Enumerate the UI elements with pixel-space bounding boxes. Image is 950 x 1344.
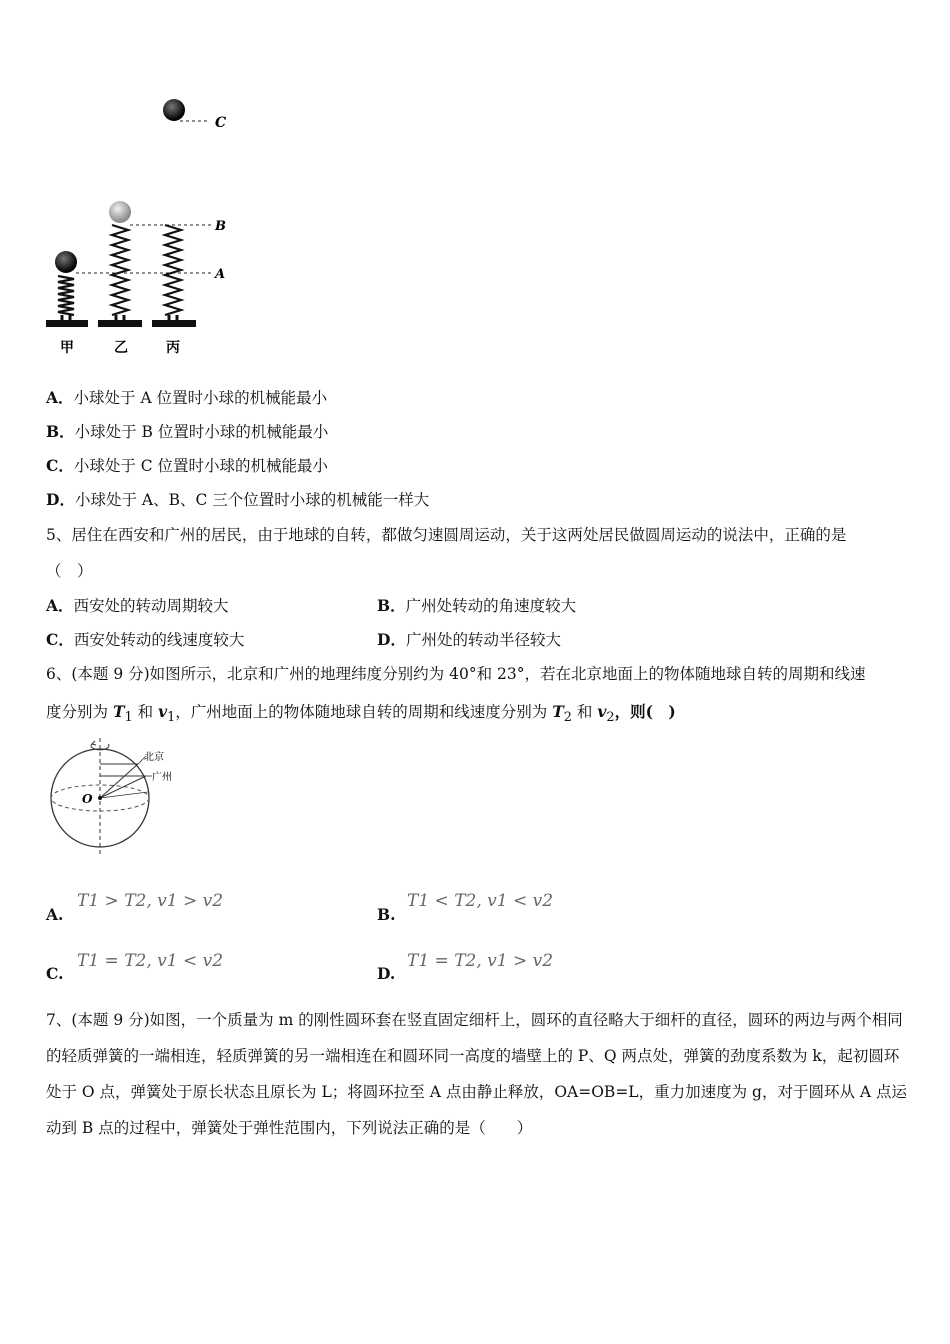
label-b: B [215, 219, 226, 234]
q6-option-c-formula: T1 = T2, v1 < v2 [77, 951, 224, 971]
spring-yi [112, 225, 128, 315]
label-guangzhou: 广州 [152, 772, 172, 783]
label-bing: 丙 [166, 340, 180, 356]
q4-option-d: D．小球处于 A、B、C 三个位置时小球的机械能一样大 [46, 490, 430, 509]
label-yi: 乙 [114, 340, 128, 356]
q6-option-d-key: D. [377, 964, 396, 983]
q4-option-c: C．小球处于 C 位置时小球的机械能最小 [46, 456, 329, 475]
spring-jia [58, 276, 74, 315]
spring-bing [165, 225, 181, 315]
q5-option-c: C．西安处转动的线速度较大 [46, 630, 245, 649]
q6-option-b-key: B. [377, 905, 396, 924]
q6-option-c-key: C. [46, 964, 64, 983]
q6-option-d-formula: T1 = T2, v1 > v2 [407, 951, 554, 971]
label-beijing: 北京 [144, 752, 164, 763]
q6-stem-line2: 度分别为 $T_1$ 和 $v_1$，广州地面上的物体随地球自转的周期和线速度分别为 $T_2$ 和 $v_2$，则( ) [46, 702, 676, 726]
ball-a [55, 251, 77, 273]
label-c: C [215, 115, 227, 131]
ball-b [109, 201, 131, 223]
q5-stem-line1: 5、居住在西安和广州的居民，由于地球的自转，都做匀速圆周运动，关于这两处居民做圆周运动的说法中，正确的是 [46, 526, 847, 544]
q6-option-a-key: A. [46, 905, 64, 924]
q5-option-a: A．西安处的转动周期较大 [46, 596, 229, 615]
q7-stem: 7、(本题 9 分)如图，一个质量为 m 的刚性圆环套在竖直固定细杆上，圆环的直径略大于细杆的直径，圆环的两边与两个相同的轻质弹簧的一端相连，轻质弹簧的另一端相连在和圆环同一高度的墙壁上的 P、Q 两点处，弹簧的劲度系数为 k，起初圆环处于 O 点，弹簧处于原长状态且原长为 L；将圆环拉至 A 点由静止释放，OA=OB=L，重力加速度为 g，对于圆环从 A 点运动到 B 点的过程中，弹簧处于弹性范围内，下列说法正确的是（ ） [46, 1011, 907, 1137]
earth-figure [48, 732, 183, 857]
q6-stem-line1: 6、(本题 9 分)如图所示，北京和广州的地理纬度分别约为 40°和 23°，若在北京地面上的物体随地球自转的周期和线速 [46, 665, 866, 683]
label-o: O [82, 792, 93, 806]
q4-option-a: A．小球处于 A 位置时小球的机械能最小 [46, 388, 328, 407]
q6-option-b-formula: T1 < T2, v1 < v2 [407, 891, 554, 911]
label-a: A [215, 267, 226, 282]
q5-stem-line2: （ ） [46, 562, 93, 580]
spring-ball-figure [40, 90, 240, 365]
label-jia: 甲 [60, 340, 74, 356]
q4-option-b: B．小球处于 B 位置时小球的机械能最小 [46, 422, 329, 441]
q6-option-a-formula: T1 > T2, v1 > v2 [77, 891, 224, 911]
ball-c [163, 99, 185, 121]
q5-option-d: D．广州处的转动半径较大 [377, 630, 561, 649]
q5-option-b: B．广州处转动的角速度较大 [377, 596, 577, 615]
